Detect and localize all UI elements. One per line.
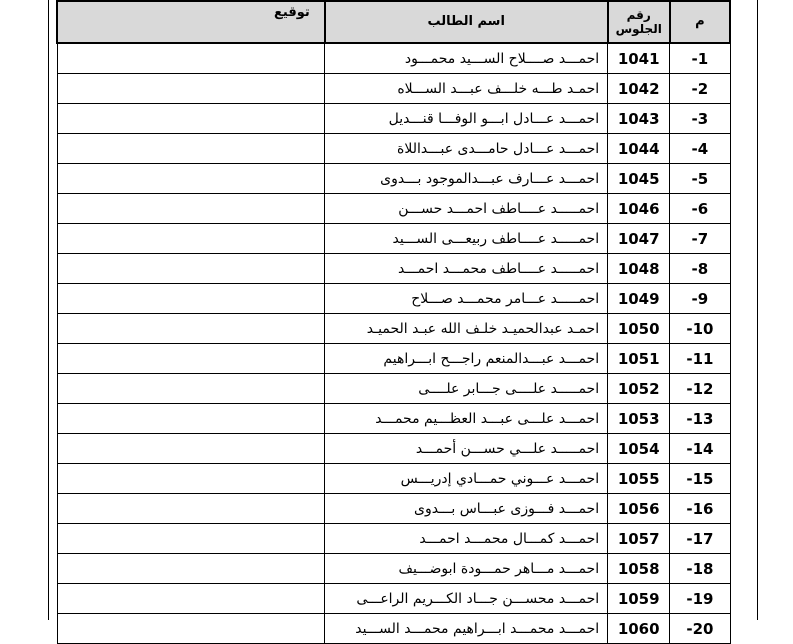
serial-number-cell: 5- [670, 164, 730, 194]
student-name-cell: احمـد طـــه خلـــف عبـــد الســـلاه [325, 74, 608, 104]
table-header-row [57, 1, 730, 43]
student-name-cell: احمـــد عـــادل ابـــو الوفـــا قنـــديل [325, 104, 608, 134]
signature-cell[interactable] [57, 74, 325, 104]
signature-cell[interactable] [57, 524, 325, 554]
table-row [57, 43, 730, 74]
signature-cell[interactable] [57, 554, 325, 584]
seat-number-cell: 1059 [608, 584, 670, 614]
signature-cell[interactable] [57, 224, 325, 254]
seat-number-cell: 1046 [608, 194, 670, 224]
seat-number-cell: 1049 [608, 284, 670, 314]
table-row [57, 494, 730, 524]
serial-number-cell: 6- [670, 194, 730, 224]
table-row [57, 524, 730, 554]
signature-cell[interactable] [57, 164, 325, 194]
seat-number-cell: 1058 [608, 554, 670, 584]
serial-number-cell: 4- [670, 134, 730, 164]
table-row [57, 554, 730, 584]
signature-cell[interactable] [57, 404, 325, 434]
student-name-cell: احمـد عبدالحميـد خلـف الله عبـد الحميـد [325, 314, 608, 344]
seat-number-cell: 1041 [608, 43, 670, 74]
signature-cell[interactable] [57, 104, 325, 134]
seat-number-cell: 1052 [608, 374, 670, 404]
student-name-cell: احمـــــد علــــى جـــابر علــــى [325, 374, 608, 404]
seat-number-cell: 1050 [608, 314, 670, 344]
seat-number-cell: 1053 [608, 404, 670, 434]
signature-cell[interactable] [57, 284, 325, 314]
serial-number-cell: 16- [670, 494, 730, 524]
serial-number-cell: 12- [670, 374, 730, 404]
student-name-cell: احمـــــد عــــاطف احمـــد حســـن [325, 194, 608, 224]
serial-number-cell: 3- [670, 104, 730, 134]
seat-number-cell: 1045 [608, 164, 670, 194]
seat-number-cell: 1051 [608, 344, 670, 374]
seat-number-cell: 1047 [608, 224, 670, 254]
header-signature: توقيع [57, 1, 325, 43]
signature-cell[interactable] [57, 134, 325, 164]
seat-number-cell: 1054 [608, 434, 670, 464]
student-name-cell: احمـــد عـــوني حمـــادي إدريـــس [325, 464, 608, 494]
table-row [57, 314, 730, 344]
header-seat-number [608, 1, 670, 43]
serial-number-cell: 10- [670, 314, 730, 344]
student-name-cell: احمـــــد عــــاطف ربيعـــى الســـيد [325, 224, 608, 254]
seat-number-cell: 1057 [608, 524, 670, 554]
signature-cell[interactable] [57, 254, 325, 284]
table-row [57, 134, 730, 164]
seat-number-cell: 1042 [608, 74, 670, 104]
serial-number-cell: 8- [670, 254, 730, 284]
serial-number-cell: 7- [670, 224, 730, 254]
table-row [57, 464, 730, 494]
seat-number-cell: 1055 [608, 464, 670, 494]
serial-number-cell: 18- [670, 554, 730, 584]
serial-number-cell: 19- [670, 584, 730, 614]
seat-number-cell: 1043 [608, 104, 670, 134]
page-border-right [757, 0, 758, 620]
seat-number-cell: 1048 [608, 254, 670, 284]
table-row [57, 164, 730, 194]
header-student-name: اسم الطالب [325, 1, 608, 43]
signature-cell[interactable] [57, 43, 325, 74]
table-row [57, 404, 730, 434]
table-row [57, 344, 730, 374]
signature-cell[interactable] [57, 494, 325, 524]
table-row [57, 614, 730, 644]
serial-number-cell: 14- [670, 434, 730, 464]
signature-cell[interactable] [57, 194, 325, 224]
table-row [57, 74, 730, 104]
table-row [57, 104, 730, 134]
student-name-cell: احمـــد مـــاهر حمـــودة ابوضـــيف [325, 554, 608, 584]
serial-number-cell: 13- [670, 404, 730, 434]
student-name-cell: احمـــد عـــادل حامـــدى عبـــداللاة [325, 134, 608, 164]
signature-cell[interactable] [57, 344, 325, 374]
serial-number-cell: 2- [670, 74, 730, 104]
header-serial: م [670, 1, 730, 43]
serial-number-cell: 17- [670, 524, 730, 554]
student-name-cell: احمـــــد عـــامر محمـــد صـــلاح [325, 284, 608, 314]
signature-cell[interactable] [57, 614, 325, 644]
serial-number-cell: 11- [670, 344, 730, 374]
student-name-cell: احمـــــد عــــاطف محمـــد احمـــد [325, 254, 608, 284]
student-name-cell: احمـــد محمـــد ابـــراهيم محمـــد الســـيد [325, 614, 608, 644]
serial-number-cell: 1- [670, 43, 730, 74]
student-name-cell: احمـــد صــــلاح الســـيد محمـــود [325, 43, 608, 74]
seat-number-cell: 1056 [608, 494, 670, 524]
student-name-cell: احمـــد عبـــدالمنعم راجـــح ابـــراهيم [325, 344, 608, 374]
serial-number-cell: 20- [670, 614, 730, 644]
student-attendance-table [56, 0, 731, 644]
table-row [57, 434, 730, 464]
page-border-left [48, 0, 49, 620]
student-name-cell: احمـــد فـــوزى عبـــاس بـــدوى [325, 494, 608, 524]
serial-number-cell: 15- [670, 464, 730, 494]
signature-cell[interactable] [57, 314, 325, 344]
header-seat-line1: رقم [626, 8, 651, 22]
table-row [57, 284, 730, 314]
seat-number-cell: 1044 [608, 134, 670, 164]
student-name-cell: احمـــد علـــى عبـــد العظـــيم محمـــد [325, 404, 608, 434]
seat-number-cell: 1060 [608, 614, 670, 644]
signature-cell[interactable] [57, 464, 325, 494]
table-row [57, 374, 730, 404]
student-name-cell: احمـــد عـــارف عبـــدالموجود بـــدوى [325, 164, 608, 194]
table-row [57, 584, 730, 614]
header-seat-line2: الجلوس [615, 22, 662, 36]
table-row [57, 224, 730, 254]
table-row [57, 194, 730, 224]
student-name-cell: احمـــد كمـــال محمـــد احمـــد [325, 524, 608, 554]
table-row [57, 254, 730, 284]
signature-cell[interactable] [57, 374, 325, 404]
student-name-cell: احمـــــد علـــي حســـن أحمـــد [325, 434, 608, 464]
serial-number-cell: 9- [670, 284, 730, 314]
student-name-cell: احمـــد محســـن جـــاد الكـــريم الراعـــى [325, 584, 608, 614]
signature-cell[interactable] [57, 434, 325, 464]
signature-cell[interactable] [57, 584, 325, 614]
